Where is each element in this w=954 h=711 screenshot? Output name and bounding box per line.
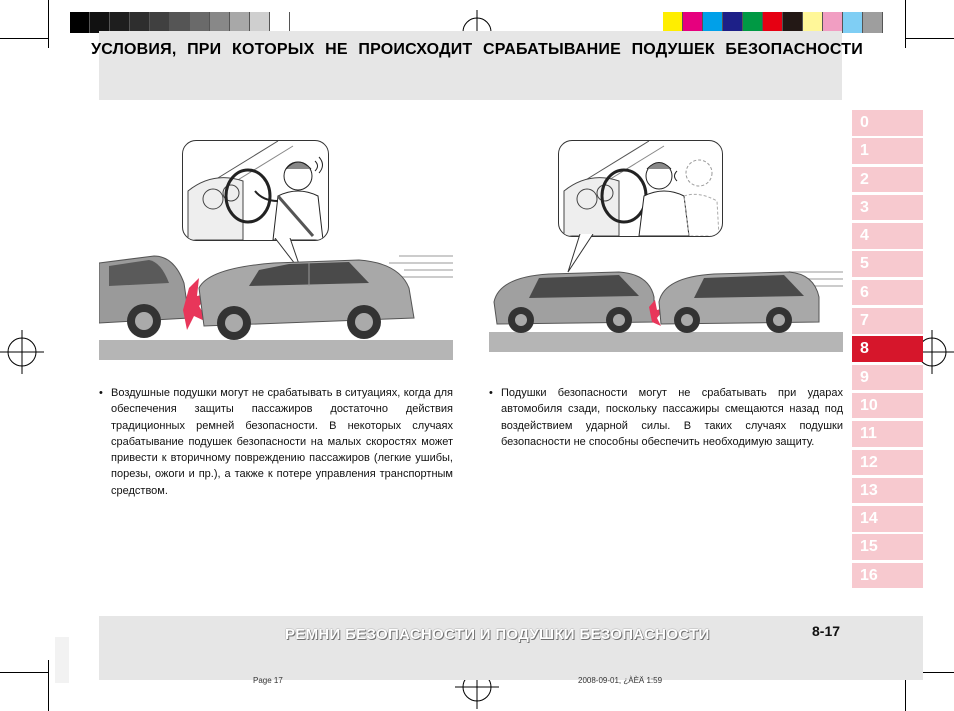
swatch	[90, 12, 110, 33]
swatch	[743, 12, 763, 33]
chapter-tab-9[interactable]: 9	[852, 365, 923, 391]
gray-swatch-bar	[70, 12, 290, 33]
swatch	[663, 12, 683, 33]
chapter-tab-16[interactable]: 16	[852, 563, 923, 589]
swatch	[723, 12, 743, 33]
chapter-title: РЕМНИ БЕЗОПАСНОСТИ И ПОДУШКИ БЕЗОПАСНОСТИ	[285, 626, 710, 643]
slug-page: Page 17	[253, 676, 283, 685]
chapter-tab-2[interactable]: 2	[852, 167, 923, 193]
swatch	[803, 12, 823, 33]
swatch	[130, 12, 150, 33]
swatch	[70, 12, 90, 33]
registration-mark-icon	[0, 330, 44, 374]
margin-block	[55, 637, 69, 683]
illustration-strip-left	[99, 340, 453, 360]
chapter-tab-4[interactable]: 4	[852, 223, 923, 249]
swatch	[230, 12, 250, 33]
chapter-tab-12[interactable]: 12	[852, 450, 923, 476]
rear-collision-cars-icon	[99, 248, 453, 343]
crop-mark	[48, 660, 49, 711]
chapter-tabs	[852, 110, 923, 591]
driver-seatbelt-icon	[183, 141, 328, 240]
chapter-tab-1[interactable]: 1	[852, 138, 923, 164]
chapter-tab-0[interactable]: 0	[852, 110, 923, 136]
right-paragraph	[489, 385, 843, 450]
chapter-tab-5[interactable]: 5	[852, 251, 923, 277]
swatch	[703, 12, 723, 33]
crop-mark	[0, 672, 48, 673]
swatch	[843, 12, 863, 33]
left-paragraph-text: Воздушные подушки могут не срабатывать в ситуациях, когда для обеспечения защиты пассажиров достаточно действия традиционных ремней безопасности. В некоторых случаях срабатывание подушек безопасности на малых скоростях может привести к вторичному повреждению пассажиров (легкие ушибы, порезы, ожоги и пр.), а также к потере управления транспортным средством.	[111, 387, 453, 497]
chapter-tab-6[interactable]: 6	[852, 280, 923, 306]
swatch	[150, 12, 170, 33]
swatch	[683, 12, 703, 33]
chapter-tab-13[interactable]: 13	[852, 478, 923, 504]
swatch	[250, 12, 270, 33]
bullet-icon: •	[489, 387, 493, 399]
chapter-tab-14[interactable]: 14	[852, 506, 923, 532]
slug-date: 2008-09-01, ¿ÀÈÄ 1:59	[578, 676, 663, 685]
swatch	[783, 12, 803, 33]
bullet-icon: •	[99, 387, 103, 399]
chapter-tab-3[interactable]: 3	[852, 195, 923, 221]
swatch	[170, 12, 190, 33]
driver-thrown-back-icon	[559, 141, 722, 236]
crop-mark	[0, 38, 48, 39]
page-title: УСЛОВИЯ, ПРИ КОТОРЫХ НЕ ПРОИСХОДИТ СРАБАТЫВАНИЕ ПОДУШЕК БЕЗОПАСНОСТИ	[91, 41, 863, 58]
crop-mark	[905, 38, 954, 39]
swatch	[190, 12, 210, 33]
chapter-tab-7[interactable]: 7	[852, 308, 923, 334]
chapter-tab-10[interactable]: 10	[852, 393, 923, 419]
chapter-tab-8[interactable]: 8	[852, 336, 923, 362]
color-swatch-bar	[663, 12, 883, 33]
low-speed-collision-cars-icon	[489, 262, 843, 337]
swatch	[110, 12, 130, 33]
swatch	[210, 12, 230, 33]
swatch	[863, 12, 883, 33]
swatch	[823, 12, 843, 33]
swatch	[763, 12, 783, 33]
chapter-tab-15[interactable]: 15	[852, 534, 923, 560]
right-paragraph-text: Подушки безопасности могут не срабатывать при ударах автомобиля сзади, поскольку пассажиры смещаются назад под воздействием ударной силы. В таких случаях подушки безопасности не способны обеспечить необходимую защиту.	[501, 387, 843, 448]
chapter-tab-11[interactable]: 11	[852, 421, 923, 447]
swatch	[270, 12, 290, 33]
illustration-bubble-left	[182, 140, 329, 241]
left-paragraph	[99, 385, 453, 499]
page-number: 8-17	[812, 623, 841, 639]
illustration-bubble-right	[558, 140, 723, 237]
